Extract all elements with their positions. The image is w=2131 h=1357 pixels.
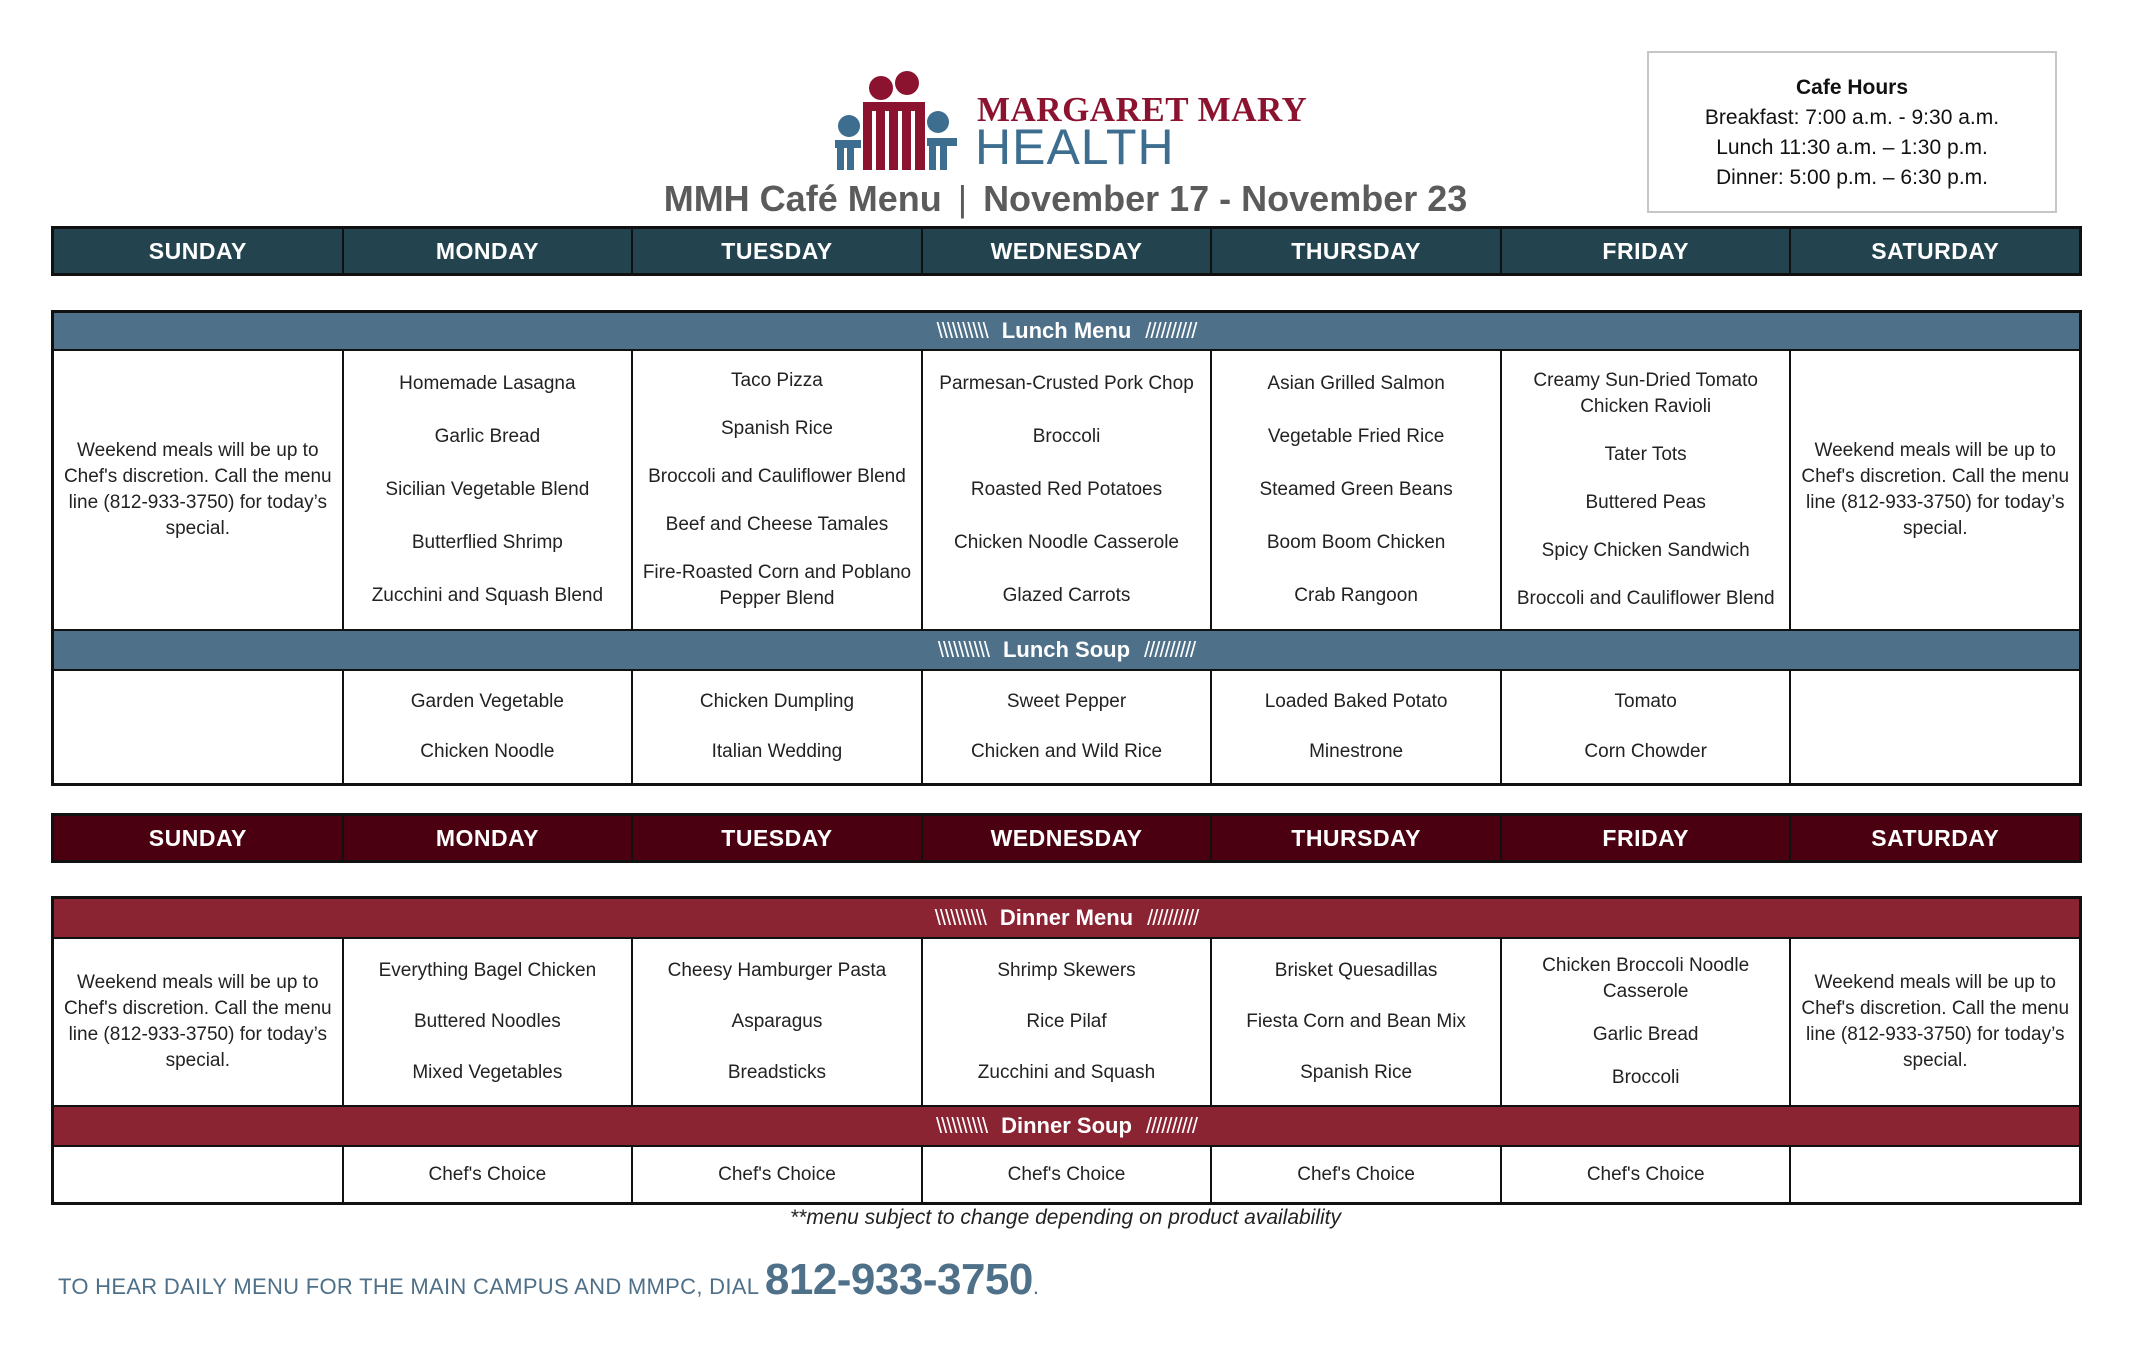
menu-item: Garlic Bread: [1592, 1023, 1699, 1045]
title-date-range: November 17 - November 23: [983, 178, 1468, 219]
dinner-monday: [344, 939, 634, 1105]
lunch-soup-thursday: [1212, 671, 1502, 783]
menu-item: Parmesan-Crusted Pork Chop: [939, 372, 1194, 394]
band-left-slashes: \\\\\\\\\\: [934, 905, 986, 930]
hours-breakfast: Breakfast: 7:00 a.m. - 9:30 a.m.: [1704, 106, 2000, 129]
menu-item: Cheesy Hamburger Pasta: [667, 959, 887, 981]
menu-item: Garlic Bread: [434, 425, 541, 447]
dinner-friday: [1502, 939, 1792, 1105]
menu-item: Sicilian Vegetable Blend: [385, 478, 590, 500]
brand-name-line2: HEALTH: [975, 119, 1175, 175]
menu-item: Creamy Sun-Dried Tomato Chicken Ravioli: [1533, 370, 1758, 417]
footer-trail: .: [1032, 1274, 1039, 1299]
soup-item: Sweet Pepper: [1006, 691, 1127, 712]
band-right-slashes: //////////: [1145, 1113, 1198, 1138]
footer-lead-text: TO HEAR DAILY MENU FOR THE MAIN CAMPUS AND MMPC, DIAL: [58, 1274, 765, 1299]
lunch-thursday: [1212, 351, 1502, 629]
hours-lunch: Lunch 11:30 a.m. – 1:30 p.m.: [1716, 136, 1988, 159]
menu-item: Spicy Chicken Sandwich: [1541, 540, 1750, 561]
menu-item: Roasted Red Potatoes: [970, 478, 1163, 500]
day-header-wednesday: WEDNESDAY: [923, 229, 1213, 273]
lunch-menu-band: [54, 313, 2079, 351]
menu-item: Zucchini and Squash: [977, 1062, 1156, 1084]
menu-item: Chicken Noodle Casserole: [954, 532, 1179, 554]
menu-item: Boom Boom Chicken: [1266, 532, 1446, 554]
soup-item: Chicken Dumpling: [699, 691, 855, 712]
soup-item: Chef's Choice: [1586, 1163, 1705, 1185]
dinner-tuesday: [633, 939, 923, 1105]
soup-item: Italian Wedding: [711, 741, 843, 762]
menu-item: Broccoli and Cauliflower Blend: [648, 466, 906, 487]
menu-item: Zucchini and Squash Blend: [371, 585, 604, 607]
lunch-sunday-note: Weekend meals will be up to Chef's discretion. Call the menu line (812-933-3750) for today’s special.: [54, 351, 344, 629]
menu-item: Fire-Roasted Corn and Poblano Pepper Blend: [642, 562, 912, 609]
availability-note: **menu subject to change depending on product availability: [789, 1206, 1342, 1229]
lunch-soup-saturday: [1791, 671, 2079, 783]
menu-item: Spanish Rice: [720, 418, 833, 439]
menu-item: Taco Pizza: [731, 370, 823, 391]
lunch-menu-row: [54, 351, 2079, 631]
dinner-menu-title: Dinner Menu: [999, 905, 1134, 930]
dinner-soup-friday: [1502, 1147, 1792, 1202]
menu-line-phone: 812-933-3750: [764, 1255, 1033, 1304]
day-header-saturday: SATURDAY: [1871, 824, 2000, 851]
dinner-saturday-note: Weekend meals will be up to Chef's discretion. Call the menu line (812-933-3750) for today’s special.: [1801, 972, 2070, 1071]
menu-line-footer: [58, 1255, 1039, 1305]
cafe-hours-title: Cafe Hours: [1795, 76, 1909, 99]
soup-item: Minestrone: [1309, 741, 1404, 762]
dinner-soup-band: [54, 1107, 2079, 1147]
menu-item: Fiesta Corn and Bean Mix: [1246, 1010, 1466, 1032]
lunch-soup-monday: [344, 671, 634, 783]
dinner-soup-thursday: [1212, 1147, 1502, 1202]
brand-name-line1: MARGARET MARY: [977, 90, 1308, 129]
soup-item: Chicken Noodle: [420, 741, 555, 762]
menu-item: Shrimp Skewers: [997, 959, 1136, 981]
dinner-table: [51, 896, 2082, 1205]
menu-item: Buttered Peas: [1585, 492, 1706, 513]
dinner-soup-monday: [344, 1147, 634, 1202]
title-separator: |: [957, 178, 968, 219]
band-left-slashes: \\\\\\\\\\: [937, 637, 989, 662]
hours-dinner: Dinner: 5:00 p.m. – 6:30 p.m.: [1716, 166, 1988, 189]
day-header-thursday: THURSDAY: [1212, 229, 1502, 273]
menu-item: Mixed Vegetables: [412, 1062, 563, 1084]
menu-item: Butterflied Shrimp: [411, 532, 563, 554]
dinner-wednesday: [923, 939, 1213, 1105]
menu-item: Glazed Carrots: [1002, 585, 1131, 607]
menu-item: Rice Pilaf: [1026, 1010, 1107, 1032]
soup-item: Chef's Choice: [1007, 1163, 1126, 1185]
menu-item: Asparagus: [731, 1010, 823, 1032]
soup-item: Tomato: [1614, 691, 1677, 712]
menu-item: Buttered Noodles: [413, 1010, 561, 1032]
lunch-day-header: [51, 226, 2082, 276]
lunch-soup-friday: [1502, 671, 1792, 783]
cafe-hours-box: [1647, 51, 2057, 213]
menu-item: Broccoli and Cauliflower Blend: [1516, 588, 1775, 609]
soup-item: Chef's Choice: [1297, 1163, 1415, 1185]
lunch-tuesday: [633, 351, 923, 629]
soup-item: Chef's Choice: [428, 1163, 547, 1185]
dinner-thursday: [1212, 939, 1502, 1105]
dinner-day-header: [51, 813, 2082, 863]
lunch-wednesday: [923, 351, 1213, 629]
lunch-soup-band: [54, 631, 2079, 671]
lunch-soup-tuesday: [633, 671, 923, 783]
menu-item: Vegetable Fried Rice: [1267, 425, 1445, 447]
soup-item: Chicken and Wild Rice: [970, 741, 1163, 762]
soup-item: Loaded Baked Potato: [1264, 691, 1448, 712]
menu-item: Brisket Quesadillas: [1274, 959, 1438, 981]
day-header-friday: FRIDAY: [1502, 816, 1792, 860]
day-header-thursday: THURSDAY: [1212, 816, 1502, 860]
menu-item: Crab Rangoon: [1294, 585, 1418, 607]
soup-item: Garden Vegetable: [410, 691, 564, 712]
dinner-soup-sunday: [54, 1147, 344, 1202]
lunch-monday: [344, 351, 634, 629]
menu-item: Homemade Lasagna: [399, 372, 576, 394]
day-header-friday: FRIDAY: [1502, 229, 1792, 273]
dinner-soup-wednesday: [923, 1147, 1213, 1202]
day-header-sunday: SUNDAY: [54, 816, 344, 860]
day-header-tuesday: TUESDAY: [633, 816, 923, 860]
lunch-saturday-note: Weekend meals will be up to Chef's discretion. Call the menu line (812-933-3750) for today’s special.: [1801, 440, 2070, 539]
band-right-slashes: //////////: [1144, 637, 1196, 662]
dinner-menu-band: [54, 899, 2079, 939]
menu-item: Tater Tots: [1604, 444, 1687, 465]
menu-item: Spanish Rice: [1300, 1062, 1413, 1084]
menu-item: Everything Bagel Chicken: [378, 959, 597, 981]
band-right-slashes: //////////: [1147, 905, 1199, 930]
menu-item: Beef and Cheese Tamales: [665, 514, 889, 535]
dinner-soup-saturday: [1791, 1147, 2079, 1202]
day-header-saturday: SATURDAY: [1871, 237, 2000, 264]
dinner-soup-tuesday: [633, 1147, 923, 1202]
lunch-soup-wednesday: [923, 671, 1213, 783]
menu-item: Broccoli: [1032, 425, 1101, 447]
band-right-slashes: //////////: [1145, 318, 1197, 343]
mmh-logo: [835, 70, 1308, 175]
menu-item: Broccoli: [1611, 1066, 1680, 1088]
day-header-sunday: SUNDAY: [54, 229, 344, 273]
soup-item: Corn Chowder: [1584, 741, 1707, 762]
day-header-monday: MONDAY: [344, 229, 634, 273]
day-header-wednesday: WEDNESDAY: [923, 816, 1213, 860]
dinner-sunday-note: Weekend meals will be up to Chef's discretion. Call the menu line (812-933-3750) for today’s special.: [54, 939, 344, 1105]
dinner-soup-row: [54, 1147, 2079, 1202]
menu-item: Breadsticks: [727, 1062, 827, 1084]
band-left-slashes: \\\\\\\\\\: [935, 1113, 988, 1138]
day-header-monday: MONDAY: [344, 816, 634, 860]
dinner-soup-title: Dinner Soup: [1001, 1113, 1132, 1138]
band-left-slashes: \\\\\\\\\\: [936, 318, 988, 343]
menu-item: Steamed Green Beans: [1259, 478, 1453, 500]
menu-item: Chicken Broccoli Noodle Casserole: [1542, 955, 1750, 1003]
day-header-tuesday: TUESDAY: [633, 229, 923, 273]
menu-item: Asian Grilled Salmon: [1267, 372, 1445, 394]
lunch-menu-title: Lunch Menu: [1001, 318, 1132, 343]
lunch-friday: [1502, 351, 1792, 629]
people-logo-icon: [835, 70, 960, 175]
lunch-soup-title: Lunch Soup: [1002, 637, 1131, 662]
dinner-menu-row: [54, 939, 2079, 1107]
soup-item: Chef's Choice: [718, 1163, 836, 1185]
lunch-soup-row: [54, 671, 2079, 783]
lunch-soup-sunday: [54, 671, 344, 783]
title-menu-name: MMH Café Menu: [663, 178, 942, 219]
lunch-table: [51, 310, 2082, 786]
